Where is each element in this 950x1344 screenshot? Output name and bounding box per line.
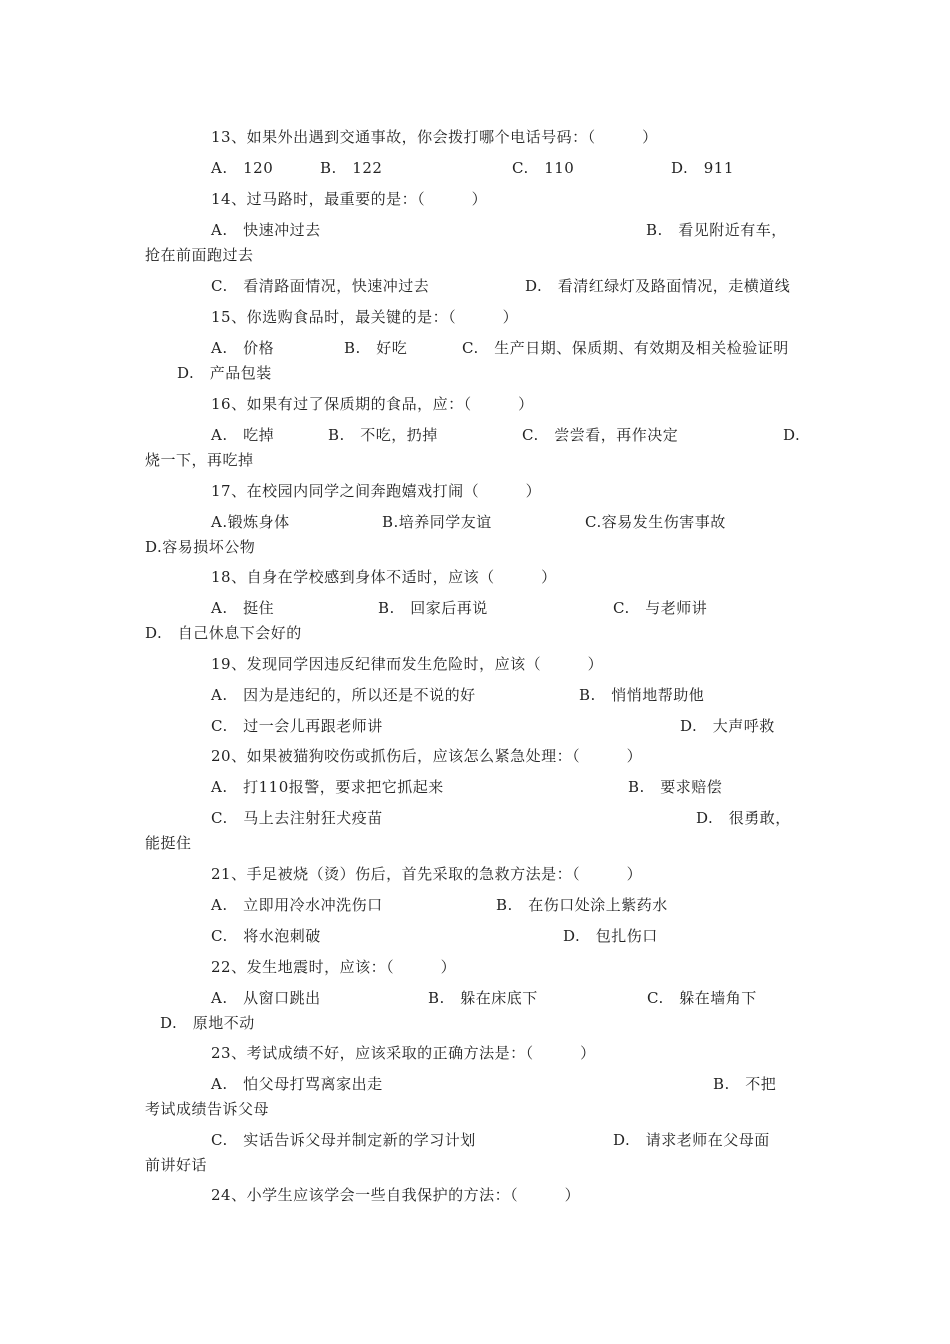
- q14-option-d: D. 看清红绿灯及路面情况，走横道线: [525, 277, 791, 295]
- q21-option-a: A. 立即用冷水冲洗伤口: [211, 896, 383, 914]
- q14-option-a: A. 快速冲过去: [211, 221, 321, 239]
- q17-option-c: C.容易发生伤害事故: [585, 513, 726, 531]
- q13-option-d: D. 911: [671, 159, 734, 177]
- q16-option-d: D.: [783, 426, 801, 444]
- question-24: 24、小学生应该学会一些自我保护的方法：（ ）: [211, 1186, 581, 1204]
- question-14: 14、过马路时，最重要的是：（ ）: [211, 190, 488, 208]
- question-22: 22、发生地震时，应该：（ ）: [211, 958, 457, 976]
- question-16: 16、如果有过了保质期的食品，应：（ ）: [211, 395, 534, 413]
- q19-option-b: B. 悄悄地帮助他: [579, 686, 705, 704]
- q21-option-d: D. 包扎伤口: [563, 927, 658, 945]
- q18-option-a: A. 挺住: [211, 599, 275, 617]
- q15-option-c: C. 生产日期、保质期、有效期及相关检验证明: [462, 339, 789, 357]
- question-21: 21、手足被烧（烫）伤后，首先采取的急救方法是：（ ）: [211, 865, 643, 883]
- q17-option-b: B.培养同学友谊: [382, 513, 492, 531]
- q22-option-d: D. 原地不动: [160, 1014, 255, 1032]
- question-17: 17、在校园内同学之间奔跑嬉戏打闹（ ）: [211, 482, 542, 500]
- q19-option-d: D. 大声呼救: [680, 717, 775, 735]
- q19-option-c: C. 过一会儿再跟老师讲: [211, 717, 383, 735]
- q18-option-c: C. 与老师讲: [613, 599, 708, 617]
- q17-option-d: D.容易损坏公物: [145, 538, 256, 556]
- q21-option-b: B. 在伤口处涂上紫药水: [496, 896, 668, 914]
- q23-option-c: C. 实话告诉父母并制定新的学习计划: [211, 1131, 476, 1149]
- question-23: 23、考试成绩不好，应该采取的正确方法是：（ ）: [211, 1044, 596, 1062]
- q14-option-b: B. 看见附近有车，: [646, 221, 787, 239]
- q14-option-b-continued: 抢在前面跑过去: [145, 246, 254, 264]
- q16-option-c: C. 尝尝看，再作决定: [522, 426, 679, 444]
- question-15: 15、你选购食品时，最关键的是：（ ）: [211, 308, 519, 326]
- question-19: 19、发现同学因违反纪律而发生危险时，应该（ ）: [211, 655, 604, 673]
- q16-option-a: A. 吃掉: [211, 426, 275, 444]
- q13-option-c: C. 110: [512, 159, 575, 177]
- q22-option-c: C. 躲在墙角下: [647, 989, 757, 1007]
- q23-option-b: B. 不把: [713, 1075, 777, 1093]
- q17-option-a: A.锻炼身体: [211, 513, 290, 531]
- q23-option-b-continued: 考试成绩告诉父母: [145, 1100, 270, 1118]
- q21-option-c: C. 将水泡刺破: [211, 927, 321, 945]
- q13-option-a: A. 120: [211, 159, 274, 177]
- q23-option-d: D. 请求老师在父母面: [613, 1131, 770, 1149]
- q16-option-d-continued: 烧一下，再吃掉: [145, 451, 254, 469]
- q23-option-a: A. 怕父母打骂离家出走: [211, 1075, 383, 1093]
- question-20: 20、如果被猫狗咬伤或抓伤后，应该怎么紧急处理：（ ）: [211, 747, 643, 765]
- q15-option-b: B. 好吃: [344, 339, 408, 357]
- q20-option-a: A. 打110报警，要求把它抓起来: [211, 778, 444, 796]
- question-13: 13、如果外出遇到交通事故，你会拨打哪个电话号码：（ ）: [211, 128, 658, 146]
- q23-option-d-continued: 前讲好话: [145, 1156, 208, 1174]
- q16-option-b: B. 不吃，扔掉: [328, 426, 438, 444]
- q18-option-d: D. 自己休息下会好的: [145, 624, 302, 642]
- q13-option-b: B. 122: [320, 159, 383, 177]
- q14-option-c: C. 看清路面情况，快速冲过去: [211, 277, 430, 295]
- q18-option-b: B. 回家后再说: [378, 599, 488, 617]
- q15-option-a: A. 价格: [211, 339, 275, 357]
- q19-option-a: A. 因为是违纪的，所以还是不说的好: [211, 686, 476, 704]
- q20-option-b: B. 要求赔偿: [628, 778, 723, 796]
- q22-option-a: A. 从窗口跳出: [211, 989, 321, 1007]
- q20-option-c: C. 马上去注射狂犬疫苗: [211, 809, 383, 827]
- q20-option-d-continued: 能挺住: [145, 834, 192, 852]
- question-18: 18、自身在学校感到身体不适时，应该（ ）: [211, 568, 557, 586]
- q22-option-b: B. 躲在床底下: [428, 989, 538, 1007]
- q20-option-d: D. 很勇敢，: [696, 809, 791, 827]
- q15-option-d: D. 产品包装: [177, 364, 272, 382]
